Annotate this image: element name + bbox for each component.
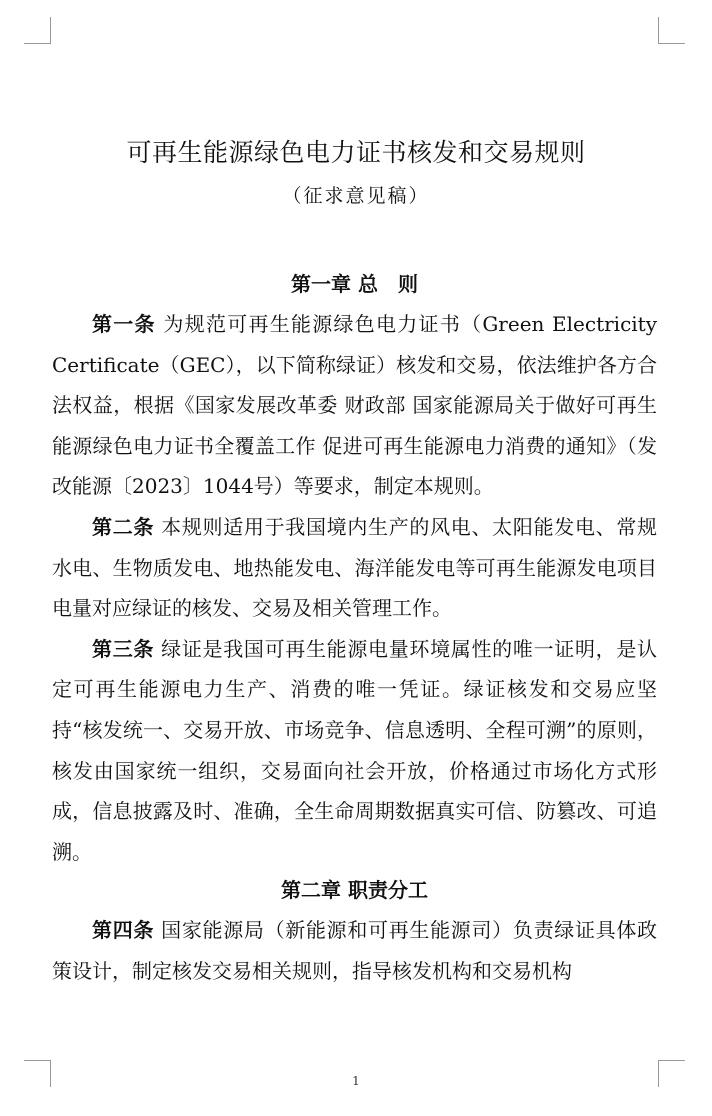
document-body	[52, 262, 657, 992]
article-text: 绿证是我国可再生能源电量环境属性的唯一证明，是认定可再生能源电力生产、消费的唯一凭证。绿证核发和交易应坚持“核发统一、交易开放、市场竞争、信息透明、全程可溯”的原则，核发由国家统一组织，交易面向社会开放，价格通过市场化方式形成，信息披露及时、准确，全生命周期数据真实可信、防篡改、可追溯。	[52, 636, 658, 864]
chapter-heading-1: 第一章 总 则	[291, 272, 418, 296]
article-label: 第四条	[92, 918, 155, 943]
article-text: 本规则适用于我国境内生产的风电、太阳能发电、常规水电、生物质发电、地热能发电、海洋能发电等可再生能源发电项目电量对应绿证的核发、交易及相关管理工作。	[52, 514, 658, 621]
article-text: 国家能源局（新能源和可再生能源司）负责绿证具体政策设计，制定核发交易相关规则，指导核发机构和交易机构	[52, 918, 658, 983]
article-label: 第三条	[92, 636, 155, 661]
article-2	[52, 507, 657, 629]
chapter-heading-2: 第二章 职责分工	[281, 878, 428, 903]
article-4	[52, 910, 657, 991]
article-text: 为规范可再生能源绿色电力证书（Green Electricity Certificate（GEC），以下简称绿证）核发和交易，依法维护各方合法权益，根据《国家发展改革委 财政部 国家能源局关于做好可再生能源绿色电力证书全覆盖工作 促进可再生能源电力消费的通知》（发改能源〔2023〕1044号）等要求，制定本规则。	[52, 312, 658, 499]
document-title: 可再生能源绿色电力证书核发和交易规则	[126, 138, 586, 167]
article-label: 第一条	[92, 312, 156, 336]
crop-mark-top-right	[658, 17, 685, 44]
article-3	[52, 629, 657, 873]
page-number: 1	[352, 1074, 360, 1088]
document-subtitle: （征求意见稿）	[282, 185, 430, 207]
article-label: 第二条	[92, 514, 155, 539]
article-1	[52, 304, 657, 507]
crop-mark-top-left	[24, 17, 51, 44]
